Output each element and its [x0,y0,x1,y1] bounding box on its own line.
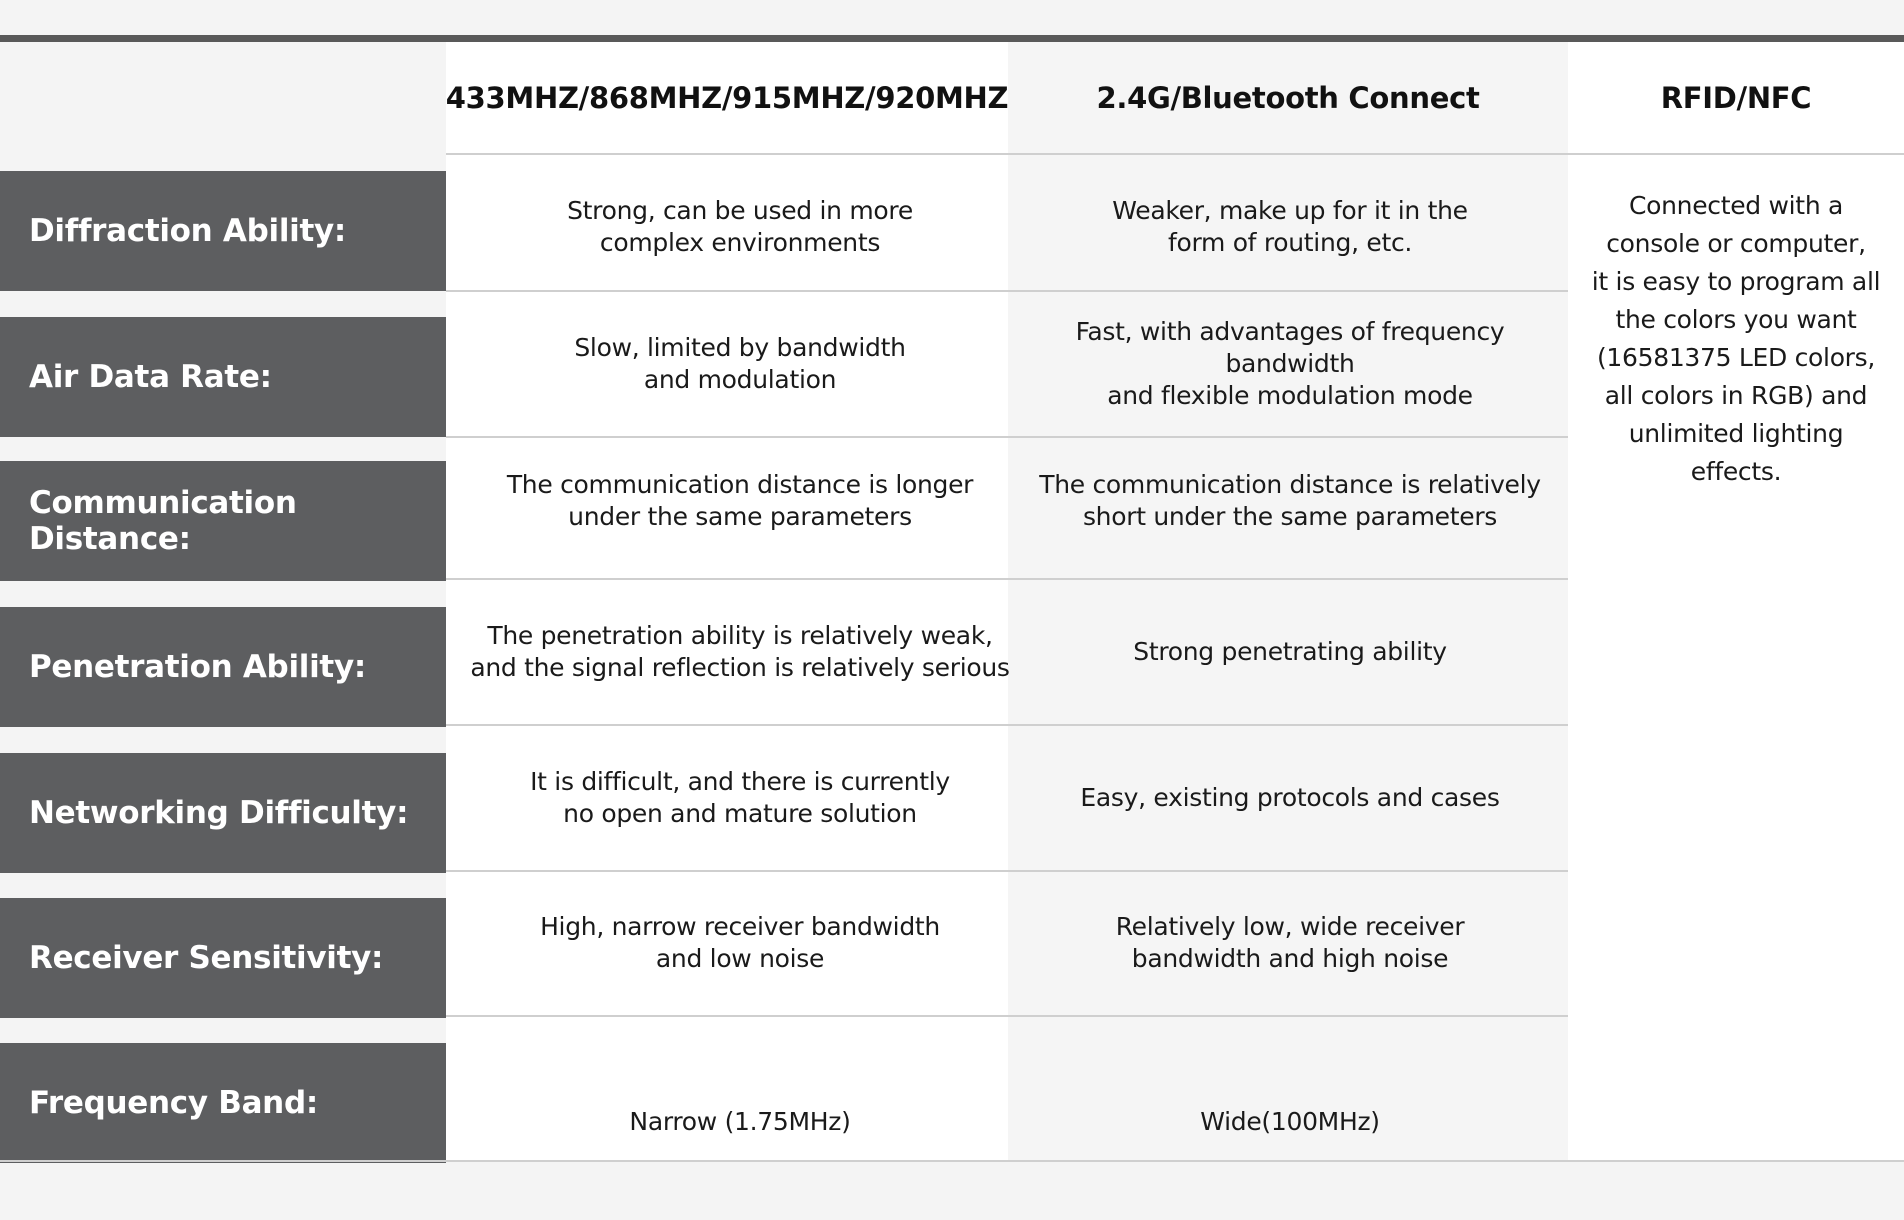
header-433mhz: 433MHZ/868MHZ/915MHZ/920MHZ [445,81,1009,115]
cell-communication-distance-433: The communication distance is longer under the same parameters [506,470,974,531]
cell-communication-distance-24g: The communication distance is relatively short under the same parameters [1039,470,1541,531]
cell-receiver-sensitivity-24g: Relatively low, wide receiver bandwidth and high noise [1115,912,1465,973]
top-divider-bar [0,35,1904,42]
row-divider [446,1015,1568,1017]
row-label-frequency-band: Frequency Band: [0,1043,446,1163]
cell-diffraction-433: Strong, can be used in more complex environments [567,195,913,257]
header-rfid-nfc: RFID/NFC [1660,81,1812,115]
cell-receiver-sensitivity-433: High, narrow receiver bandwidth and low noise [540,912,940,973]
table-bottom-divider [0,1160,1904,1162]
cell-air-data-rate-433: Slow, limited by bandwidth and modulation [574,333,906,394]
row-label-diffraction: Diffraction Ability: [0,171,446,291]
cell-frequency-band-433: Narrow (1.75MHz) [629,1107,851,1136]
comparison-table [0,42,1904,1164]
cell-penetration-24g: Strong penetrating ability [1133,637,1447,666]
cell-networking-24g: Easy, existing protocols and cases [1080,783,1500,812]
cell-diffraction-24g: Weaker, make up for it in the form of routing, etc. [1112,195,1468,257]
cell-penetration-433: The penetration ability is relatively weak, and the signal reflection is relatively serious [470,621,1010,682]
row-label-air-data-rate: Air Data Rate: [0,317,446,437]
header-24g-bluetooth: 2.4G/Bluetooth Connect [1096,81,1480,115]
row-label-communication-distance: Communication Distance: [0,461,446,581]
row-label-receiver-sensitivity: Receiver Sensitivity: [0,898,446,1018]
row-label-penetration-ability: Penetration Ability: [0,607,446,727]
cell-rfid-description: Connected with a console or computer, it is easy to program all the colors you want (16581375 LED colors, all colors in RGB) and unlimited lighting effects. [1591,191,1881,486]
row-label-networking-difficulty: Networking Difficulty: [0,753,446,873]
cell-networking-433: It is difficult, and there is currently no open and mature solution [530,767,950,828]
cell-air-data-rate-24g: Fast, with advantages of frequency bandwidth and flexible modulation mode [1075,317,1505,410]
cell-frequency-band-24g: Wide(100MHz) [1200,1107,1380,1136]
